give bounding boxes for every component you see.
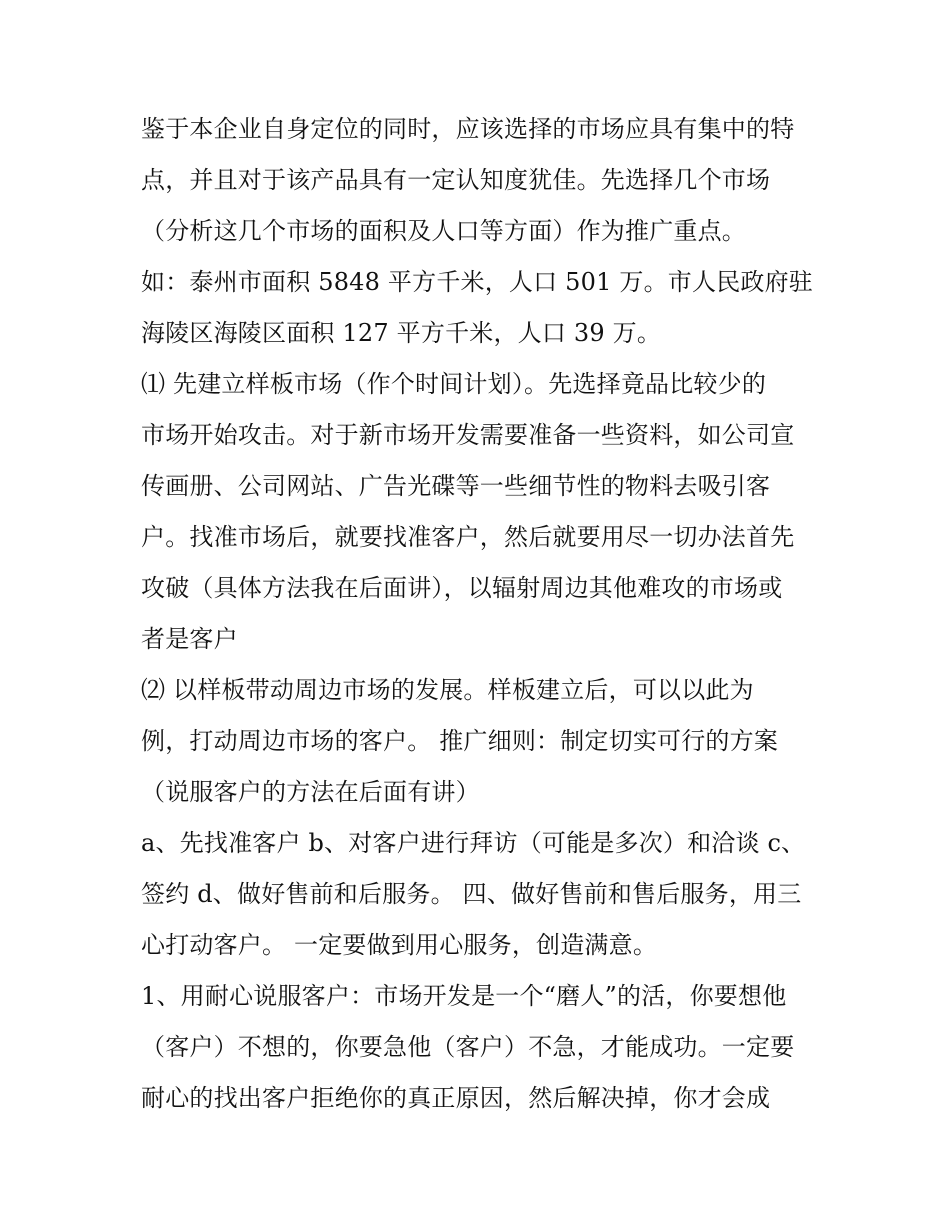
text-line: 签约 d、做好售前和后服务。 四、做好售前和售后服务，用三 [141, 880, 802, 908]
text-line: ⑴ 先建立样板市场（作个时间计划）。先选择竟品比较少的 [141, 370, 767, 398]
text-line: 市场开始攻击。对于新市场开发需要准备一些资料，如公司宣 [141, 421, 795, 449]
text-line: ⑵ 以样板带动周边市场的发展。样板建立后，可以以此为 [141, 676, 754, 704]
text-line: 攻破（具体方法我在后面讲），以辐射周边其他难攻的市场或 [141, 574, 783, 602]
text-line: 心打动客户。 一定要做到用心服务，创造满意。 [141, 931, 658, 959]
text-line: （说服客户的方法在后面有讲） [141, 778, 480, 806]
text-line: 如：泰州市面积 5848 平方千米，人口 501 万。市人民政府驻 [141, 268, 814, 296]
text-line: （分析这几个市场的面积及人口等方面）作为推广重点。 [141, 217, 746, 245]
text-line: 点，并且对于该产品具有一定认知度犹佳。先选择几个市场 [141, 166, 771, 194]
text-line: 者是客户 [141, 625, 238, 653]
text-line: 户。找准市场后，就要找准客户，然后就要用尽一切办法首先 [141, 523, 795, 551]
text-line: 海陵区海陵区面积 127 平方千米，人口 39 万。 [141, 319, 662, 347]
text-line: 1、用耐心说服客户：市场开发是一个“磨人”的活，你要想他 [141, 982, 787, 1010]
document-body [141, 104, 821, 1124]
text-line: 鉴于本企业自身定位的同时，应该选择的市场应具有集中的特 [141, 115, 795, 143]
text-line: 例，打动周边市场的客户。 推广细则：制定切实可行的方案 [141, 727, 779, 755]
text-line: 耐心的找出客户拒绝你的真正原因，然后解决掉，你才会成 [141, 1084, 771, 1112]
text-line: （客户）不想的，你要急他（客户）不急，才能成功。一定要 [141, 1033, 795, 1061]
text-line: a、先找准客户 b、对客户进行拜访（可能是多次）和洽谈 c、 [141, 829, 806, 857]
text-line: 传画册、公司网站、广告光碟等一些细节性的物料去吸引客 [141, 472, 771, 500]
